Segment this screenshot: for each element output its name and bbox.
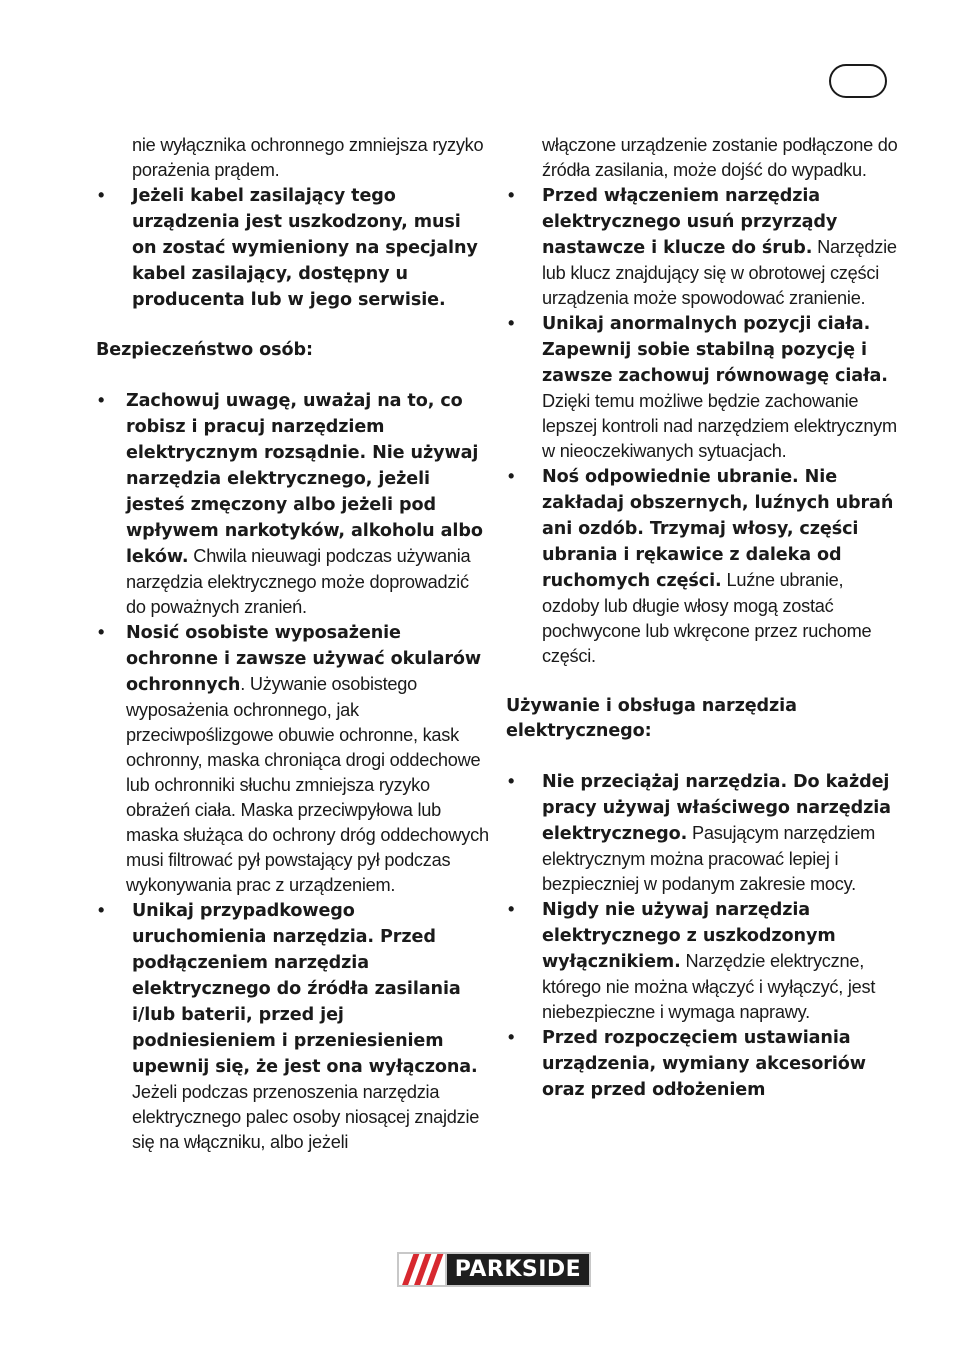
paragraph-continuation: włączone urządzenie zostanie podłączone do źródła zasilania, może dojść do wypadku. xyxy=(542,135,898,180)
item-text: Narzędzie lub klucz znajdujący się w obrotowej części urządzenia może spowodować zranienie. xyxy=(542,237,897,308)
item-bold-text: Zachowuj uwagę, uważaj na to, co robisz i pracuj narzędziem elektrycznym rozsądnie. Nie używaj narzędzia elektrycznego, jeżeli jesteś zmęczony albo jeżeli pod wpływem narkotyków, alkoholu albo leków. xyxy=(126,391,483,567)
right-column xyxy=(506,133,901,1103)
left-column xyxy=(96,133,491,1155)
list-item xyxy=(506,183,901,311)
item-text: Narzędzie elektryczne, którego nie można włączyć i wyłączyć, jest niebezpieczne i wymaga naprawy. xyxy=(542,951,876,1022)
list-item xyxy=(506,464,901,669)
item-text: Dzięki temu możliwe będzie zachowanie lepszej kontroli nad narzędziem elektrycznym w nieoczekiwanych sytuacjach. xyxy=(542,391,897,461)
list-item xyxy=(96,620,491,898)
list-item xyxy=(506,769,901,897)
item-bold-text: Nie przeciążaj narzędzia. Do każdej pracy używaj właściwego narzędzia elektrycznego. xyxy=(542,772,891,844)
list-item xyxy=(96,898,491,1155)
logo-text: PARKSIDE xyxy=(454,1257,582,1282)
item-bold-text: Noś odpowiednie ubranie. Nie zakładaj obszernych, luźnych ubrań ani ozdób. Trzymaj włosy, części ubrania i rękawice z daleka od ruchomych części. xyxy=(542,467,894,591)
bullet: • xyxy=(508,899,515,919)
item-bold-text: Unikaj anormalnych pozycji ciała. Zapewnij sobie stabilną pozycję i zawsze zachowuj równowagę ciała. xyxy=(542,314,888,386)
bullet: • xyxy=(508,1027,515,1047)
paragraph-continuation: nie wyłącznika ochronnego zmniejsza ryzyko porażenia prądem. xyxy=(132,135,484,180)
bullet: • xyxy=(98,185,105,205)
item-bold-text: Nigdy nie używaj narzędzia elektrycznego z uszkodzonym wyłącznikiem. xyxy=(542,900,836,972)
bullet: • xyxy=(508,185,515,205)
item-text: Jeżeli podczas przenoszenia narzędzia elektrycznego palec osoby niosącej znajdzie się na włączniku, albo jeżeli xyxy=(132,1082,480,1152)
list-item xyxy=(506,1025,901,1103)
bullet: • xyxy=(98,622,105,642)
item-bold-text: Przed włączeniem narzędzia elektrycznego usuń przyrządy nastawcze i klucze do śrub. xyxy=(542,186,838,258)
list-item xyxy=(506,311,901,464)
bullet: • xyxy=(98,900,105,920)
bullet: • xyxy=(508,771,515,791)
item-bold-text: Unikaj przypadkowego uruchomienia narzędzia. Przed podłączeniem narzędzia elektrycznego do źródła zasilania i/lub baterii, przed jej podniesieniem i przeniesieniem upewnij się, że jest ona wyłączona. xyxy=(132,901,478,1077)
language-badge xyxy=(829,64,887,98)
item-text: Chwila nieuwagi podczas używania narzędzia elektrycznego może doprowadzić do poważnych zranień. xyxy=(126,546,471,617)
item-bold-text: Jeżeli kabel zasilający tego urządzenia jest uszkodzony, musi on zostać wymieniony na specjalny kabel zasilający, dostępny u producenta lub w jego serwisie. xyxy=(132,186,478,310)
parkside-logo xyxy=(397,1252,591,1287)
section-heading: Bezpieczeństwo osób: xyxy=(96,340,313,360)
bullet: • xyxy=(98,390,105,410)
list-item xyxy=(96,183,491,313)
bullet: • xyxy=(508,313,515,333)
item-text: . Używanie osobistego wyposażenia ochronnego, jak przeciwpoślizgowe obuwie ochronne, kask ochronny, maska chroniąca drogi oddechowe lub ochronniki słuchu zmniejsza ryzyko obrażeń ciała. Maska przeciwpyłowa lub maska służąca do ochrony dróg oddechowych musi filtrować pył powstający pył podczas wykonywania prac z urządzeniem. xyxy=(126,674,489,895)
bullet: • xyxy=(508,466,515,486)
item-bold-text: Przed rozpoczęciem ustawiania urządzenia, wymiany akcesoriów oraz przed odłożeniem xyxy=(542,1028,866,1100)
item-bold-text: Nosić osobiste wyposażenie ochronne i zawsze używać okularów ochronnych xyxy=(126,623,482,695)
section-heading: Używanie i obsługa narzędzia elektrycznego: xyxy=(506,696,797,741)
logo-stripes-icon xyxy=(399,1254,447,1285)
list-item xyxy=(96,388,491,620)
list-item xyxy=(506,897,901,1025)
item-text: Luźne ubranie, ozdoby lub długie włosy mogą zostać pochwycone lub wkręcone przez ruchome części. xyxy=(542,570,872,666)
item-text: Pasującym narzędziem elektrycznym można pracować lepiej i bezpieczniej w podanym zakresie mocy. xyxy=(542,823,876,894)
